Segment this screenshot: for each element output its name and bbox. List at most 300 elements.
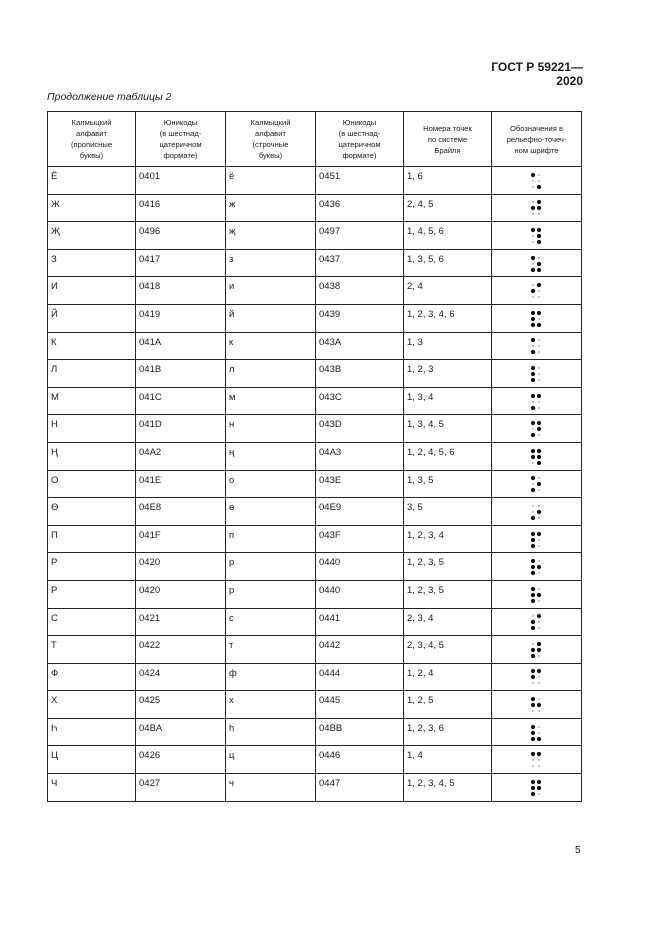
braille-dot-flat [538,572,539,573]
cell-braille-dots: 1, 3 [404,332,492,360]
braille-dot-raised [530,311,534,315]
table-row [48,249,582,277]
table-row [48,277,582,305]
cell-lower-code: 0442 [316,636,404,664]
braille-dot-flat [538,726,539,727]
cell-upper-letter: М [48,387,136,415]
table-row [48,442,582,470]
cell-upper-letter: П [48,525,136,553]
braille-dot-flat [538,401,539,402]
cell-braille-symbol [492,304,582,332]
braille-dot-raised [536,283,540,287]
cell-braille-symbol [492,580,582,608]
braille-table [47,111,582,802]
braille-dot-raised [536,311,540,315]
braille-symbol [530,420,544,437]
braille-dot-flat [538,622,539,623]
braille-dot-raised [530,289,534,293]
cell-braille-dots: 1, 3, 4 [404,387,492,415]
cell-braille-dots: 1, 2, 5 [404,691,492,719]
cell-lower-code: 043F [316,525,404,553]
braille-symbol [530,558,544,575]
braille-dot-flat [538,710,539,711]
cell-lower-code: 0436 [316,194,404,222]
braille-dot-flat [538,352,539,353]
cell-upper-code: 0424 [136,663,226,691]
braille-symbol [530,586,544,603]
cell-braille-symbol [492,277,582,305]
braille-dot-flat [538,793,539,794]
braille-dot-raised [536,786,540,790]
braille-dot-raised [536,703,540,707]
braille-dot-raised [536,593,540,597]
braille-dot-raised [530,752,534,756]
braille-symbol [530,337,544,354]
braille-dot-raised [536,185,540,189]
cell-lower-code: 0438 [316,277,404,305]
cell-lower-code: 0440 [316,553,404,581]
table-row [48,580,582,608]
cell-braille-symbol [492,498,582,526]
cell-upper-letter: Р [48,553,136,581]
cell-upper-letter: Х [48,691,136,719]
cell-braille-symbol [492,525,582,553]
braille-symbol [530,393,544,410]
cell-lower-code: 043D [316,415,404,443]
braille-dot-flat [538,539,539,540]
cell-upper-letter: Ц [48,746,136,774]
cell-upper-letter: Л [48,360,136,388]
cell-upper-code: 041E [136,470,226,498]
cell-upper-code: 04E8 [136,498,226,526]
braille-dot-flat [538,490,539,491]
braille-dot-raised [530,620,534,624]
braille-symbol [530,172,544,189]
table-row [48,332,582,360]
cell-upper-letter: Н [48,415,136,443]
braille-dot-raised [530,255,534,259]
braille-dot-raised [536,206,540,210]
braille-dot-flat [538,296,539,297]
cell-lower-code: 0440 [316,580,404,608]
cell-lower-code: 0451 [316,167,404,195]
cell-braille-symbol [492,194,582,222]
braille-dot-flat [532,505,533,506]
cell-braille-dots: 1, 4 [404,746,492,774]
braille-dot-raised [530,317,534,321]
table-body [48,167,582,802]
braille-dot-raised [530,531,534,535]
cell-lower-letter: ж [226,194,316,222]
braille-dot-raised [530,669,534,673]
braille-dot-flat [532,284,533,285]
cell-braille-dots: 1, 3, 4, 5 [404,415,492,443]
braille-dot-flat [532,766,533,767]
cell-braille-symbol [492,415,582,443]
braille-dot-raised [530,267,534,271]
table-header-row [48,112,582,167]
braille-symbol [530,310,544,327]
cell-upper-code: 0416 [136,194,226,222]
cell-braille-symbol [492,608,582,636]
cell-lower-letter: м [226,387,316,415]
cell-braille-dots: 1, 2, 3, 4 [404,525,492,553]
cell-braille-symbol [492,332,582,360]
braille-dot-raised [530,378,534,382]
col-header-dots: Номера точек по системе Брайля [404,112,492,167]
braille-dot-raised [536,240,540,244]
cell-braille-dots: 2, 4 [404,277,492,305]
braille-dot-flat [538,698,539,699]
cell-upper-letter: Ң [48,442,136,470]
braille-dot-flat [538,766,539,767]
cell-lower-letter: з [226,249,316,277]
braille-dot-raised [530,697,534,701]
braille-dot-raised [530,393,534,397]
braille-dot-raised [536,461,540,465]
cell-braille-symbol [492,249,582,277]
page-number: 5 [575,845,581,856]
braille-dot-flat [532,186,533,187]
braille-dot-flat [532,484,533,485]
braille-symbol [530,751,544,768]
braille-dot-flat [538,517,539,518]
cell-upper-code: 04A2 [136,442,226,470]
braille-symbol [530,255,544,272]
table-row [48,774,582,802]
cell-upper-letter: Т [48,636,136,664]
braille-dot-raised [536,737,540,741]
braille-symbol [530,724,544,741]
cell-braille-symbol [492,663,582,691]
braille-dot-flat [538,379,539,380]
cell-lower-code: 04BB [316,718,404,746]
table-row [48,553,582,581]
braille-dot-raised [530,173,534,177]
braille-dot-flat [532,760,533,761]
cell-lower-code: 0437 [316,249,404,277]
cell-upper-code: 041A [136,332,226,360]
cell-lower-letter: п [226,525,316,553]
table-row [48,194,582,222]
col-header-upper: Калмыцкий алфавит (прописные буквы) [48,112,136,167]
braille-symbol [530,475,544,492]
braille-dot-flat [532,462,533,463]
cell-lower-letter: ф [226,663,316,691]
cell-lower-code: 0445 [316,691,404,719]
braille-dot-raised [530,543,534,547]
braille-dot-flat [532,428,533,429]
braille-dot-raised [536,261,540,265]
braille-dot-raised [530,405,534,409]
cell-braille-dots: 1, 3, 5 [404,470,492,498]
braille-dot-raised [530,654,534,658]
col-header-lower-code: Юникоды (в шестнад- цатеричном формате) [316,112,404,167]
braille-dot-flat [532,214,533,215]
cell-lower-letter: ё [226,167,316,195]
table-row [48,415,582,443]
braille-symbol [530,227,544,244]
cell-lower-letter: л [226,360,316,388]
braille-dot-raised [530,565,534,569]
cell-upper-letter: Ё [48,167,136,195]
braille-dot-raised [536,421,540,425]
cell-lower-code: 0439 [316,304,404,332]
braille-dot-raised [530,786,534,790]
braille-dot-raised [536,752,540,756]
braille-dot-raised [530,593,534,597]
cell-braille-dots: 1, 2, 3, 4, 6 [404,304,492,332]
braille-dot-raised [536,449,540,453]
cell-upper-code: 0427 [136,774,226,802]
cell-upper-letter: О [48,470,136,498]
braille-dot-raised [530,559,534,563]
cell-braille-dots: 1, 2, 3 [404,360,492,388]
braille-dot-flat [538,683,539,684]
table-row [48,360,582,388]
braille-dot-raised [530,703,534,707]
braille-dot-raised [536,234,540,238]
cell-upper-letter: С [48,608,136,636]
table-row [48,718,582,746]
braille-dot-raised [536,393,540,397]
cell-upper-letter: К [48,332,136,360]
braille-dot-flat [538,407,539,408]
col-header-lower: Калмыцкий алфавит (строчные буквы) [226,112,316,167]
braille-dot-raised [530,626,534,630]
cell-braille-dots: 1, 2, 3, 5 [404,580,492,608]
table-row [48,636,582,664]
braille-dot-flat [538,180,539,181]
cell-upper-code: 041B [136,360,226,388]
cell-braille-symbol [492,636,582,664]
table-row [48,470,582,498]
braille-dot-raised [536,565,540,569]
braille-dot-raised [530,476,534,480]
table-row [48,608,582,636]
braille-dot-raised [536,427,540,431]
braille-dot-flat [532,616,533,617]
cell-upper-letter: Ф [48,663,136,691]
braille-dot-raised [530,571,534,575]
table-row [48,167,582,195]
cell-lower-letter: и [226,277,316,305]
braille-dot-raised [530,455,534,459]
cell-lower-code: 0447 [316,774,404,802]
cell-upper-letter: И [48,277,136,305]
cell-braille-dots: 1, 2, 3, 4, 5 [404,774,492,802]
cell-braille-dots: 1, 2, 3, 5 [404,553,492,581]
braille-dot-flat [538,373,539,374]
braille-dot-raised [536,323,540,327]
braille-dot-flat [532,296,533,297]
braille-dot-raised [530,675,534,679]
cell-braille-dots: 1, 2, 4 [404,663,492,691]
braille-dot-flat [538,760,539,761]
cell-upper-code: 0422 [136,636,226,664]
cell-braille-dots: 3, 5 [404,498,492,526]
table-row [48,691,582,719]
table-row [48,746,582,774]
braille-symbol [530,613,544,630]
braille-dot-raised [536,531,540,535]
braille-dot-raised [530,731,534,735]
cell-braille-dots: 2, 4, 5 [404,194,492,222]
cell-braille-symbol [492,746,582,774]
cell-lower-letter: һ [226,718,316,746]
cell-lower-letter: ө [226,498,316,526]
braille-dot-raised [536,780,540,784]
braille-dot-raised [530,648,534,652]
braille-symbol [530,365,544,382]
braille-dot-flat [538,732,539,733]
cell-lower-letter: т [226,636,316,664]
braille-dot-flat [532,263,533,264]
cell-upper-code: 0418 [136,277,226,305]
cell-upper-letter: Һ [48,718,136,746]
braille-dot-raised [530,780,534,784]
table-row [48,498,582,526]
braille-dot-flat [532,202,533,203]
cell-braille-dots: 1, 2, 3, 6 [404,718,492,746]
cell-upper-code: 041F [136,525,226,553]
braille-dot-flat [538,367,539,368]
cell-upper-code: 0420 [136,553,226,581]
braille-symbol [530,696,544,713]
cell-lower-code: 043E [316,470,404,498]
braille-dot-flat [532,643,533,644]
cell-lower-letter: н [226,415,316,443]
braille-dot-flat [538,318,539,319]
braille-dot-raised [530,516,534,520]
cell-braille-symbol [492,470,582,498]
cell-lower-letter: к [226,332,316,360]
cell-lower-code: 043C [316,387,404,415]
col-header-braille: Обозначения в рельефно-точеч- ном шрифте [492,112,582,167]
cell-lower-letter: ң [226,442,316,470]
braille-dot-flat [538,600,539,601]
braille-symbol [530,779,544,796]
braille-dot-raised [530,372,534,376]
cell-braille-dots: 1, 4, 5, 6 [404,222,492,250]
braille-dot-flat [538,478,539,479]
cell-upper-letter: Җ [48,222,136,250]
braille-dot-flat [538,628,539,629]
braille-dot-raised [530,737,534,741]
cell-lower-letter: р [226,580,316,608]
cell-upper-code: 041D [136,415,226,443]
braille-dot-flat [538,174,539,175]
braille-dot-raised [536,510,540,514]
cell-lower-letter: р [226,553,316,581]
cell-braille-symbol [492,718,582,746]
cell-lower-code: 04A3 [316,442,404,470]
braille-dot-flat [538,588,539,589]
cell-upper-letter: Ч [48,774,136,802]
cell-lower-code: 0441 [316,608,404,636]
braille-dot-flat [532,235,533,236]
table-row [48,663,582,691]
cell-braille-symbol [492,360,582,388]
cell-braille-dots: 2, 3, 4, 5 [404,636,492,664]
col-header-upper-code: Юникоды (в шестнад- цатеричном формате) [136,112,226,167]
braille-dot-raised [530,488,534,492]
table-row [48,387,582,415]
braille-dot-flat [532,180,533,181]
braille-dot-flat [532,683,533,684]
cell-braille-symbol [492,442,582,470]
table-caption: Продолжение таблицы 2 [47,91,172,103]
cell-upper-letter: Ө [48,498,136,526]
cell-lower-code: 043A [316,332,404,360]
braille-dot-raised [536,642,540,646]
braille-symbol [530,199,544,216]
cell-braille-symbol [492,691,582,719]
braille-dot-raised [530,433,534,437]
cell-upper-code: 0417 [136,249,226,277]
braille-dot-raised [530,587,534,591]
cell-upper-code: 0401 [136,167,226,195]
braille-dot-raised [536,669,540,673]
braille-dot-raised [530,206,534,210]
cell-upper-letter: Ж [48,194,136,222]
braille-dot-flat [538,560,539,561]
braille-dot-raised [530,323,534,327]
cell-lower-letter: й [226,304,316,332]
cell-braille-symbol [492,387,582,415]
cell-lower-letter: с [226,608,316,636]
cell-lower-code: 0446 [316,746,404,774]
braille-dot-flat [538,290,539,291]
cell-upper-code: 04BA [136,718,226,746]
braille-dot-raised [536,614,540,618]
braille-dot-flat [538,214,539,215]
braille-dot-raised [530,537,534,541]
cell-braille-symbol [492,167,582,195]
braille-dot-raised [536,200,540,204]
braille-dot-raised [530,725,534,729]
braille-dot-raised [536,267,540,271]
braille-dot-flat [538,677,539,678]
braille-dot-raised [530,228,534,232]
braille-dot-flat [538,340,539,341]
braille-symbol [530,448,544,465]
braille-dot-flat [532,511,533,512]
braille-dot-flat [532,401,533,402]
cell-lower-code: 043B [316,360,404,388]
cell-upper-code: 0419 [136,304,226,332]
braille-dot-raised [536,482,540,486]
braille-dot-flat [538,257,539,258]
braille-symbol [530,503,544,520]
cell-upper-code: 0420 [136,580,226,608]
braille-dot-flat [538,505,539,506]
table-row [48,222,582,250]
cell-lower-letter: х [226,691,316,719]
cell-lower-code: 04E9 [316,498,404,526]
braille-dot-flat [532,241,533,242]
cell-lower-letter: ч [226,774,316,802]
braille-dot-raised [530,421,534,425]
braille-dot-flat [538,434,539,435]
cell-upper-letter: Й [48,304,136,332]
cell-upper-code: 0496 [136,222,226,250]
braille-dot-raised [530,599,534,603]
braille-symbol [530,282,544,299]
table-row [48,525,582,553]
cell-lower-code: 0497 [316,222,404,250]
braille-dot-raised [536,648,540,652]
